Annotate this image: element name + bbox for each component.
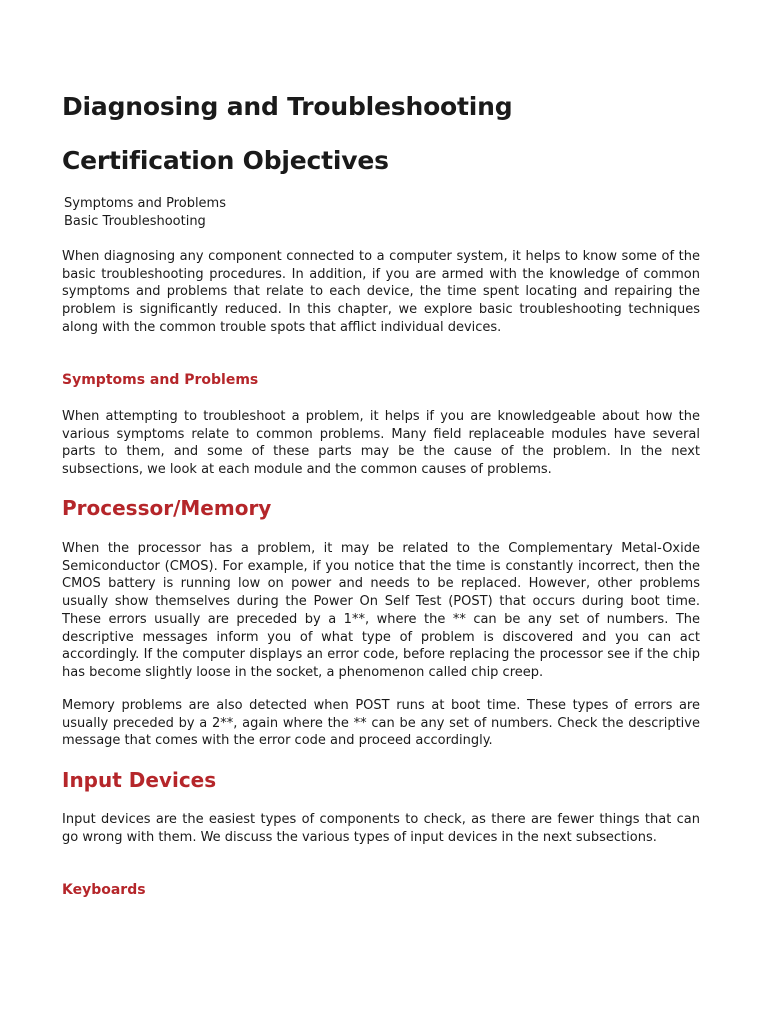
heading-input-devices: Input Devices (62, 768, 217, 792)
processor-paragraph: When the processor has a problem, it may be related to the Complementary Metal-Oxide Semiconductor (CMOS). For example, if you notice that the time is constantly incorrect, then the CMOS battery is running low on power and needs to be replaced. However, other problems usually show themselves during the Power On Self Test (POST) that occurs during boot time. These errors usually are preceded by a 1**, where the ** can be any set of numbers. The descriptive messages inform you of what type of problem is discovered and you can act accordingly. If the computer displays an error code, before replacing the processor see if the chip has become slightly loose in the socket, a phenomenon called chip creep. (62, 541, 700, 680)
heading-keyboards: Keyboards (62, 882, 146, 898)
symptoms-paragraph: When attempting to troubleshoot a problem, it helps if you are knowledgeable about how the various symptoms relate to common problems. Many field replaceable modules have several parts to them, and some of these parts may be the cause of the problem. In the next subsections, we look at each module and the common causes of problems. (62, 409, 700, 478)
objectives-list (64, 195, 226, 231)
objective-item: Basic Troubleshooting (64, 214, 206, 229)
objective-item: Symptoms and Problems (64, 196, 226, 211)
memory-paragraph: Memory problems are also detected when POST runs at boot time. These types of errors are usually preceded by a 2**, again where the ** can be any set of numbers. Check the descriptive message that comes with the error code and proceed accordingly. (62, 698, 700, 749)
heading-symptoms-and-problems: Symptoms and Problems (62, 372, 259, 388)
document-title: Diagnosing and Troubleshooting (62, 92, 513, 121)
section-title-certification-objectives: Certification Objectives (62, 146, 389, 175)
heading-processor-memory: Processor/Memory (62, 496, 272, 520)
input-devices-paragraph: Input devices are the easiest types of components to check, as there are fewer things that can go wrong with them. We discuss the various types of input devices in the next subsections. (62, 812, 700, 845)
intro-paragraph: When diagnosing any component connected to a computer system, it helps to know some of the basic troubleshooting procedures. In addition, if you are armed with the knowledge of common symptoms and problems that relate to each device, the time spent locating and repairing the problem is significantly reduced. In this chapter, we explore basic troubleshooting techniques along with the common trouble spots that afflict individual devices. (62, 249, 700, 335)
